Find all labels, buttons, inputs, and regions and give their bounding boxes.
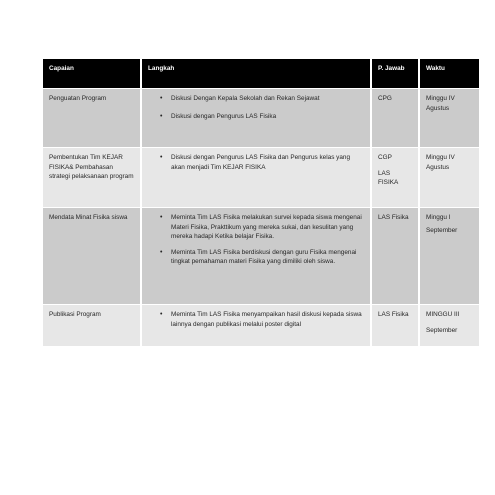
waktu-week: Minggu IV (426, 95, 455, 102)
table-row (43, 305, 479, 346)
waktu-cell (420, 305, 479, 346)
pjawab-cell (372, 305, 418, 346)
langkah-item: • Meminta Tim LAS Fisika melakukan survei kepada siswa mengenai Materi Fisika, Prakttikum yang mereka sukai, dan kesulitan yang mereka hadapi Ketika belajar Fisika. (148, 213, 364, 242)
table-row (43, 148, 479, 207)
langkah-cell (142, 89, 370, 147)
capaian-cell: Publikasi Program (43, 305, 140, 346)
header-pjawab: P. Jawab (372, 59, 418, 88)
waktu-week: Minggu I (426, 214, 451, 221)
langkah-cell (142, 305, 370, 346)
waktu-cell (420, 148, 479, 207)
table-row (43, 89, 479, 147)
waktu-cell (420, 89, 479, 147)
program-table (43, 59, 479, 347)
waktu-month: September (426, 226, 458, 234)
langkah-item: • Diskusi dengan Pengurus LAS Fisika (148, 112, 364, 122)
table-row (43, 208, 479, 304)
waktu-month: Agustus (426, 163, 450, 171)
pjawab-value: LAS Fisika (378, 311, 409, 318)
langkah-cell (142, 208, 370, 304)
pjawab-value: CGP (378, 154, 392, 161)
pjawab-value: LAS FISIKA (378, 169, 399, 187)
waktu-month: Agustus (426, 104, 450, 112)
pjawab-cell (372, 148, 418, 207)
header-waktu: Waktu (420, 59, 479, 88)
waktu-week: MINGGU III (426, 311, 460, 318)
langkah-item: • Meminta Tim LAS Fisika menyampaikan hasil diskusi kepada siswa lainnya dengan publikasi melalui poster digital (148, 310, 364, 329)
capaian-cell: Penguatan Program (43, 89, 140, 147)
pjawab-value: CPG (378, 95, 392, 102)
pjawab-value: LAS Fisika (378, 214, 409, 221)
waktu-week: Minggu IV (426, 154, 455, 161)
header-langkah: Langkah (142, 59, 370, 88)
capaian-cell: Pembentukan Tim KEJAR FISIKA& Pembahasan strategi pelaksanaan program (43, 148, 140, 207)
waktu-cell (420, 208, 479, 304)
langkah-cell (142, 148, 370, 207)
waktu-month: September (426, 326, 458, 334)
langkah-item: • Diskusi Dengan Kepala Sekolah dan Rekan Sejawat (148, 94, 364, 104)
header-capaian: Capaian (43, 59, 140, 88)
langkah-item: • Meminta Tim LAS Fisika berdiskusi dengan guru Fisika mengenai tingkat pemahaman materi Fisika yang dimiliki oleh siswa. (148, 248, 364, 267)
capaian-cell: Mendata Minat Fisika siswa (43, 208, 140, 304)
langkah-item: • Diskusi dengan Pengurus LAS Fisika dan Pengurus kelas yang akan menjadi Tim KEJAR FISIKA (148, 153, 364, 172)
pjawab-cell (372, 89, 418, 147)
table-header-row (43, 59, 479, 88)
pjawab-cell (372, 208, 418, 304)
